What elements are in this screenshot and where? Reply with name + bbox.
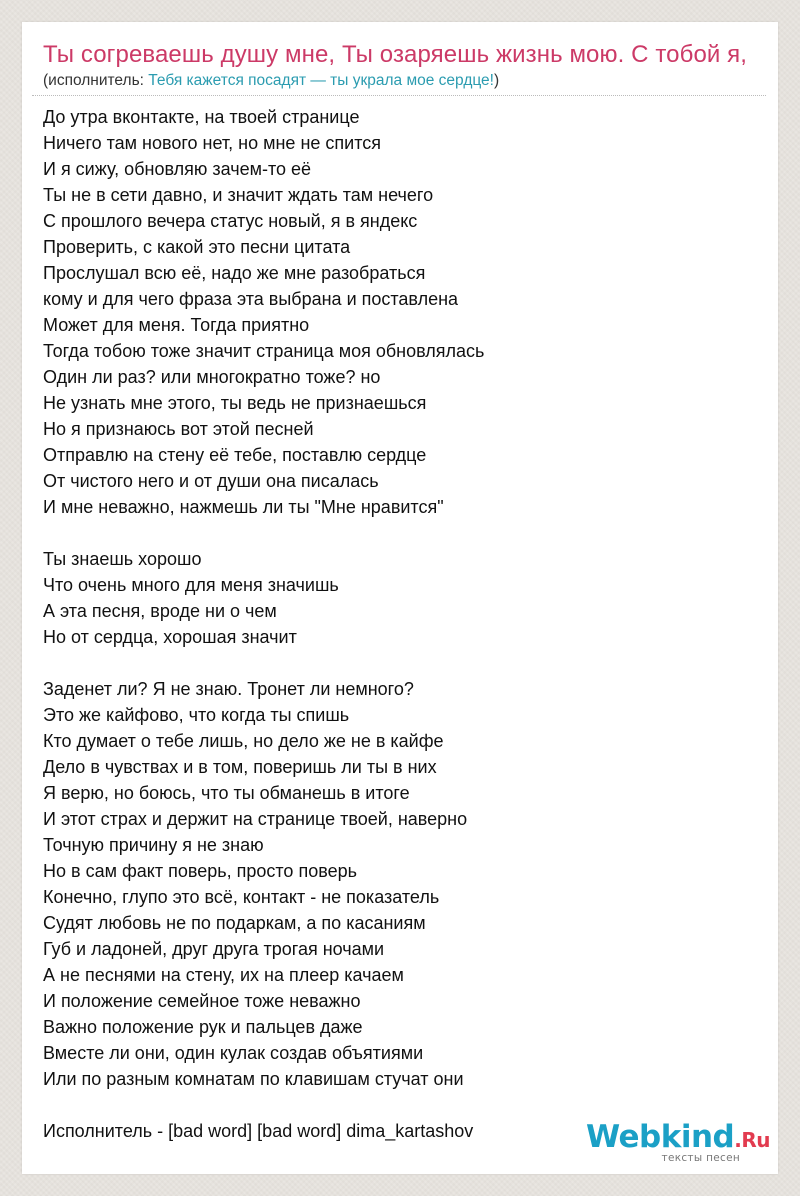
lyric-line: Проверить, с какой это песни цитата bbox=[43, 237, 351, 257]
lyric-line: Губ и ладоней, друг друга трогая ночами bbox=[43, 939, 385, 959]
site-logo[interactable] bbox=[580, 1120, 770, 1168]
lyrics-stanza-1 bbox=[43, 104, 758, 520]
lyric-line: Отправлю на стену её тебе, поставлю сердце bbox=[43, 445, 427, 465]
lyric-line: Но я признаюсь вот этой песней bbox=[43, 419, 314, 439]
lyrics-stanza-3 bbox=[43, 676, 758, 1092]
lyric-line: Судят любовь не по подаркам, а по касаниям bbox=[43, 913, 426, 933]
lyric-line: Но в сам факт поверь, просто поверь bbox=[43, 861, 357, 881]
lyric-line: С прошлого вечера статус новый, я в яндекс bbox=[43, 211, 418, 231]
lyric-line: Ты не в сети давно, и значит ждать там нечего bbox=[43, 185, 434, 205]
lyric-line: Это же кайфово, что когда ты спишь bbox=[43, 705, 350, 725]
subtitle-suffix: ) bbox=[494, 72, 500, 89]
lyrics-stanza-2 bbox=[43, 546, 758, 650]
lyric-line: Ты знаешь хорошо bbox=[43, 549, 202, 569]
artist-link[interactable]: Тебя кажется посадят — ты украла мое сердце! bbox=[148, 72, 494, 89]
lyrics-block bbox=[43, 104, 758, 1144]
lyric-line: До утра вконтакте, на твоей странице bbox=[43, 107, 360, 127]
lyric-line: Прослушал всю её, надо же мне разобраться bbox=[43, 263, 426, 283]
lyric-line: И мне неважно, нажмешь ли ты "Мне нравится" bbox=[43, 497, 444, 517]
lyric-line: И этот страх и держит на странице твоей, наверно bbox=[43, 809, 468, 829]
lyric-line: А эта песня, вроде ни о чем bbox=[43, 601, 277, 621]
subtitle-prefix: (исполнитель: bbox=[43, 72, 149, 89]
logo-tld: .Ru bbox=[734, 1128, 770, 1152]
lyric-line: Дело в чувствах и в том, поверишь ли ты в них bbox=[43, 757, 437, 777]
lyric-line: Я верю, но боюсь, что ты обманешь в итоге bbox=[43, 783, 410, 803]
lyric-line: И я сижу, обновляю зачем-то её bbox=[43, 159, 312, 179]
lyric-line: Может для меня. Тогда приятно bbox=[43, 315, 310, 335]
lyric-line: Конечно, глупо это всё, контакт - не показатель bbox=[43, 887, 440, 907]
stanza-gap bbox=[43, 650, 758, 676]
song-title: Ты согреваешь душу мне, Ты озаряешь жизнь мою. С тобой я, bbox=[43, 41, 748, 68]
header-divider bbox=[32, 95, 766, 96]
lyric-line: От чистого него и от души она писалась bbox=[43, 471, 379, 491]
performer-credit: Исполнитель - [bad word] [bad word] dima_kartashov bbox=[43, 1121, 474, 1141]
logo-tagline: тексты песен bbox=[661, 1152, 740, 1164]
lyric-line: А не песнями на стену, их на плеер качаем bbox=[43, 965, 404, 985]
song-header bbox=[43, 40, 768, 91]
lyric-line: Ничего там нового нет, но мне не спится bbox=[43, 133, 381, 153]
lyric-line: Важно положение рук и пальцев даже bbox=[43, 1017, 363, 1037]
logo-name: Webkind bbox=[585, 1119, 735, 1155]
song-subtitle bbox=[43, 71, 768, 91]
lyric-line: Заденет ли? Я не знаю. Тронет ли немного? bbox=[43, 679, 414, 699]
lyric-line: кому и для чего фраза эта выбрана и поставлена bbox=[43, 289, 459, 309]
lyric-line: Один ли раз? или многократно тоже? но bbox=[43, 367, 381, 387]
lyric-line: Или по разным комнатам по клавишам стучат они bbox=[43, 1069, 464, 1089]
lyric-line: Что очень много для меня значишь bbox=[43, 575, 339, 595]
lyric-line: Точную причину я не знаю bbox=[43, 835, 264, 855]
lyric-line: Тогда тобою тоже значит страница моя обновлялась bbox=[43, 341, 485, 361]
lyric-line: Но от сердца, хорошая значит bbox=[43, 627, 297, 647]
content-card bbox=[22, 22, 778, 1174]
lyric-line: Кто думает о тебе лишь, но дело же не в кайфе bbox=[43, 731, 444, 751]
lyric-line: Не узнать мне этого, ты ведь не признаешься bbox=[43, 393, 427, 413]
stanza-gap bbox=[43, 520, 758, 546]
lyric-line: Вместе ли они, один кулак создав объятиями bbox=[43, 1043, 424, 1063]
lyric-line: И положение семейное тоже неважно bbox=[43, 991, 361, 1011]
